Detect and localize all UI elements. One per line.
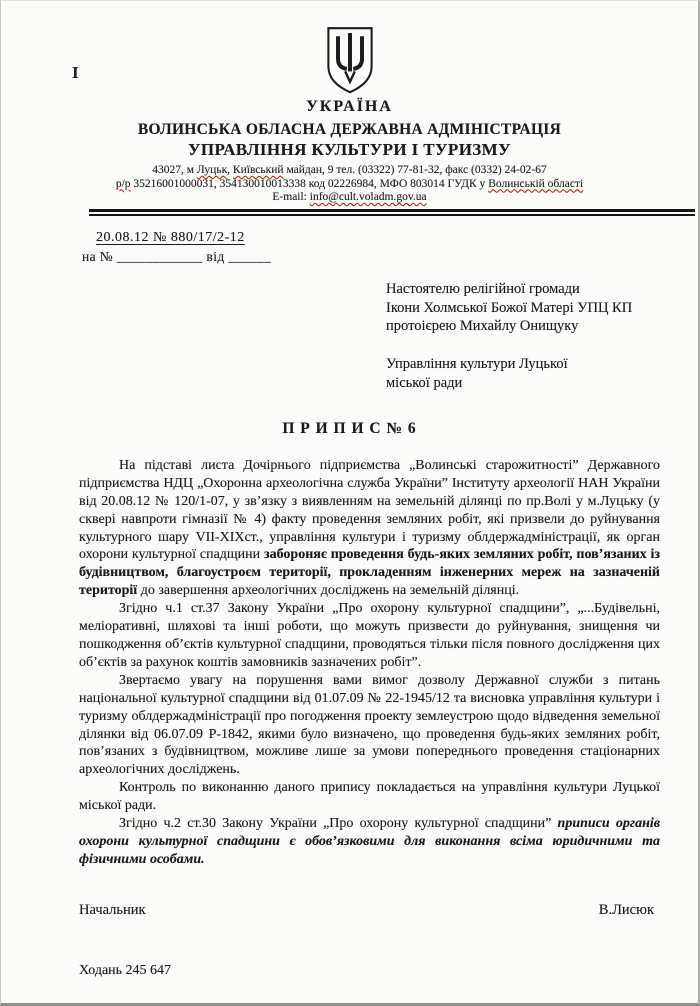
text-segment: Згідно ч.2 ст.30 Закону України „Про охорону культурної спадщини”: [119, 816, 558, 832]
signature-row: [79, 902, 654, 919]
text-segment: Звертаємо увагу на порушення вами вимог дозволу Державної служби з питань національної культурної спадщини від 01.07.09 № 22-1945/12 та висновка управління культури і туризму облдержадміністрації про погодження проекту землеустрою щодо відведення земельної ділянки від 06.07.09 Р-1842, якими було визначено, що проведення будь-яких земляних робіт, пов’язаних з будівництвом, можливе лише за умови попереднього проведення стаціонарних археологічних досліджень.: [79, 672, 660, 778]
text-line: Настоятелю релігійної громади: [386, 280, 580, 297]
organization-name: ВОЛИНСЬКА ОБЛАСНА ДЕРЖАВНА АДМІНІСТРАЦІЯ: [137, 121, 562, 138]
body-paragraph: [79, 457, 660, 600]
spacer: [386, 336, 658, 355]
misspelled-word: Волинській області: [488, 177, 584, 190]
contact-line-bank: [1, 178, 698, 192]
recipient-lines: [386, 280, 658, 337]
document-body: [79, 457, 660, 869]
country-name: УКРАЇНА: [306, 98, 393, 115]
body-paragraph: [79, 600, 660, 672]
department-name: УПРАВЛІННЯ КУЛЬТУРИ І ТУРИЗМУ: [187, 140, 512, 159]
body-paragraph: [79, 672, 660, 779]
text-segment: до завершення археологічних досліджень на земельній ділянці.: [140, 583, 520, 599]
outgoing-number: 20.08.12 № 880/17/2-12: [96, 229, 245, 245]
misspelled-word: info@cult.voladm.gov.ua: [309, 191, 427, 204]
signer-position: Начальник: [79, 901, 146, 918]
text-segment: E-mail:: [272, 191, 310, 204]
incoming-number-line: на № ____________ від ______: [82, 248, 272, 264]
document-title: П Р И П И С № 6: [282, 419, 417, 437]
misspelled-word: р/р: [115, 177, 131, 190]
body-paragraph: [79, 815, 660, 869]
text-line: міської ради: [386, 375, 463, 392]
text-segment: 35216001000031, 354130010013338 код 02226984, МФО 803014 ГУДК у: [130, 177, 489, 190]
body-paragraph: [79, 779, 660, 815]
text-line: протоієрею Михайлу Онищуку: [386, 318, 579, 335]
contact-line-email: [1, 191, 698, 205]
reference-block: [82, 229, 698, 265]
addressee-block: [386, 280, 658, 393]
text-segment: приписи органів охорони культурної спадщини є обов’язковими для виконання всіма юридичними та фізичними особами.: [79, 816, 660, 867]
header-divider: [89, 209, 695, 216]
text-segment: ,: [227, 164, 233, 176]
text-segment: Контроль по виконанню даного припису покладається на управління культури Луцької міської ради.: [79, 780, 660, 814]
text-segment: майдан, 9 тел. (03322) 77-81-32, факс (0332) 24-02-67: [283, 164, 547, 176]
text-segment: Згідно ч.1 ст.37 Закону України „Про охорону культурної спадщини”, „...Будівельні, меліоративні, шляхові та інші роботи, що можуть призвести до руйнування, знищення чи пошкодження об’єктів культурної спадщини, проводяться тільки після повного дослідження цих об’єктів за рахунок коштів замовників зазначених робіт”.: [79, 601, 660, 670]
ukraine-trident-icon: [1, 25, 698, 97]
text-line: Управління культури Луцької: [386, 356, 568, 373]
text-segment: На підставі листа Дочірнього підприємства „Волинські старожитності” Державного підприємства НДЦ „Охоронна археологічна служба України” Інституту археології НАН України від 20.08.12 № 120/1-07, у зв’язку з виявленням на земельній ділянці по пр.Волі у м.Луцьку (у сквері навпроти гімназії № 4) факту проведення земляних робіт, які призвели до руйнування культурного шару VII-XIXст., управління культури і туризму облдержадміністрації, як орган охорони культурної спадщини: [79, 457, 660, 563]
letterhead: [1, 1, 698, 216]
scan-artifact-mark: I: [72, 63, 79, 82]
misspelled-word: Київський: [232, 164, 284, 176]
text-line: Ікони Холмської Божої Матері УПЦ КП: [386, 299, 633, 316]
contact-line-address: [1, 164, 698, 178]
text-segment: 43027, м: [152, 164, 197, 176]
contact-info: [1, 164, 698, 205]
secondary-recipient-lines: [386, 355, 658, 393]
text-segment: забороняє проведення будь-яких земляних робіт, пов’язаних із будівництвом, благоустроєм території, прокладенням інженерних мереж на зазначеній території: [79, 547, 660, 599]
executor-line: Ходань 245 647: [79, 962, 172, 978]
signer-name: В.Лисюк: [598, 901, 654, 918]
misspelled-word: Луцьк: [196, 164, 228, 176]
